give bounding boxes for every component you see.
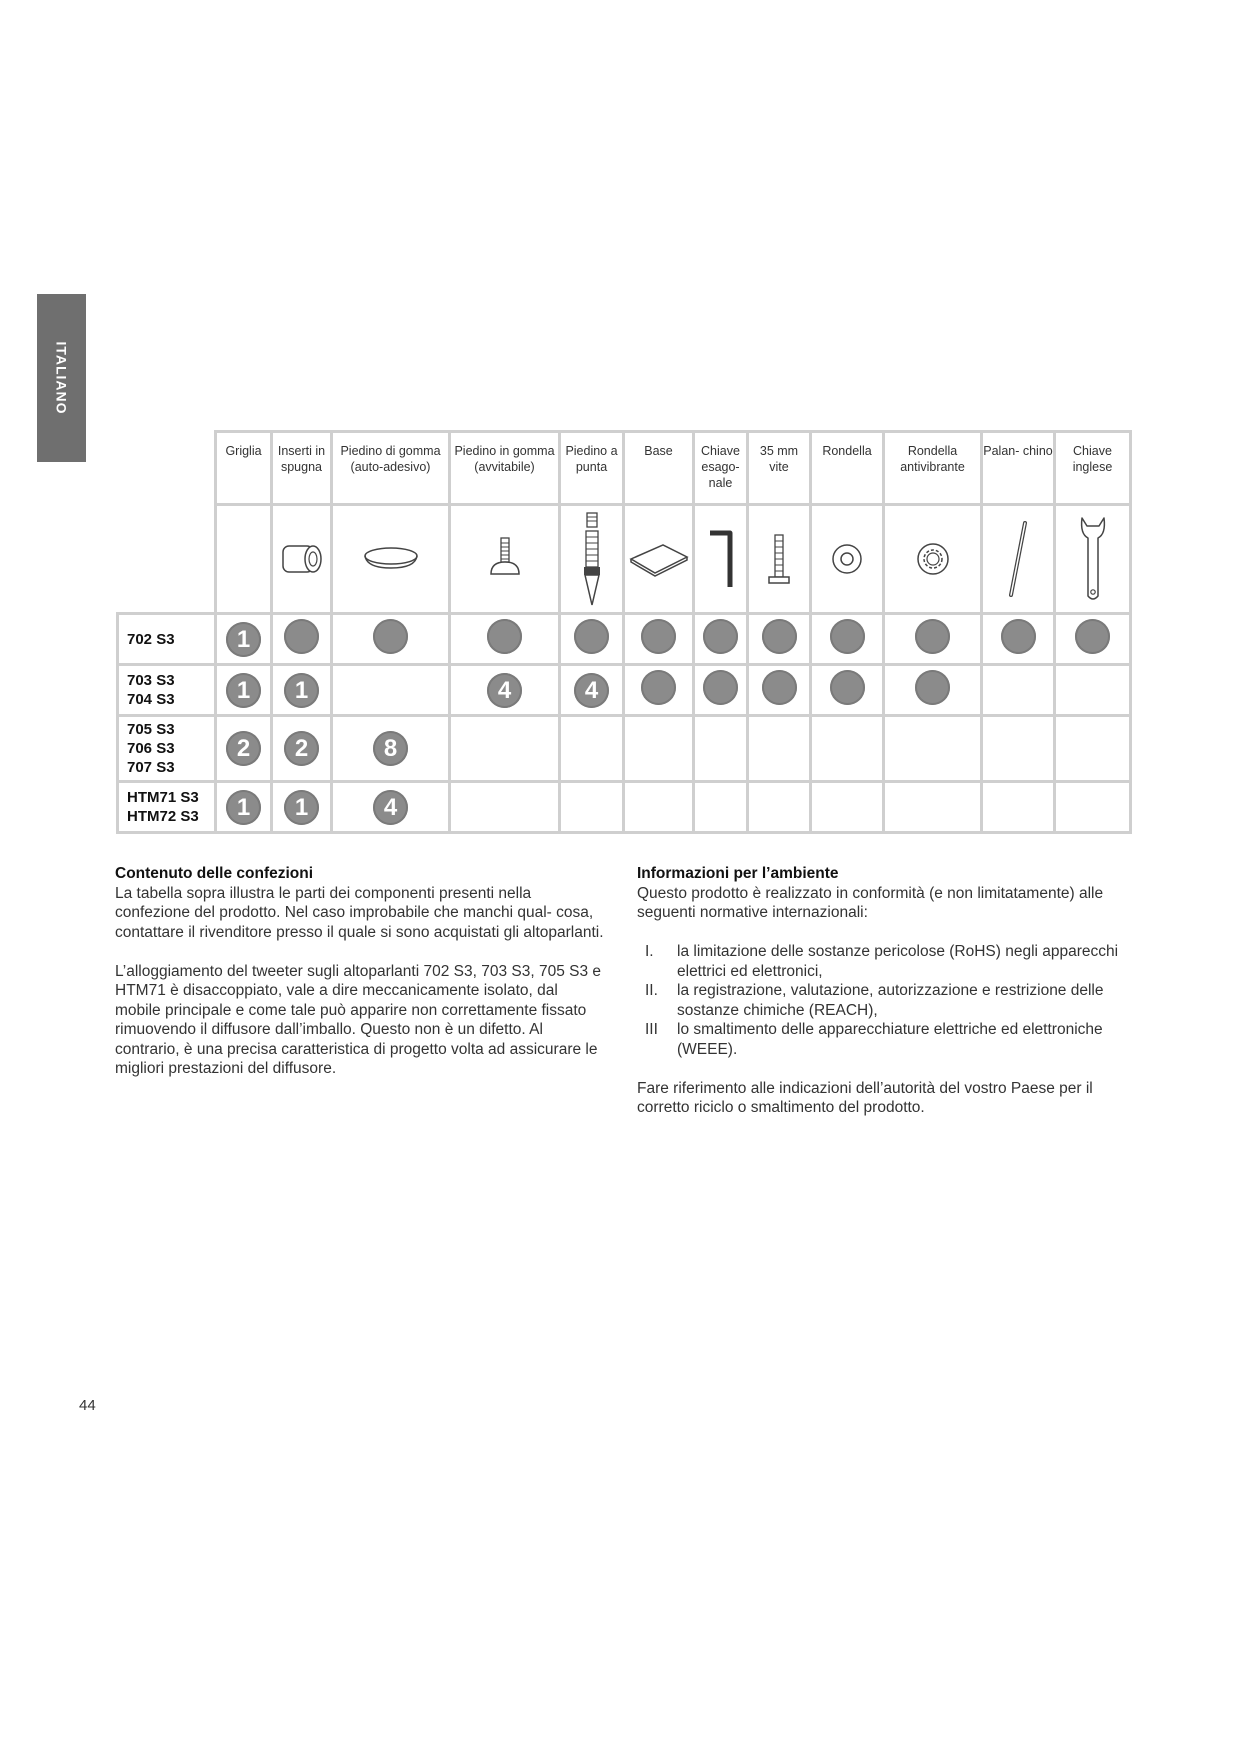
paragraph: La tabella sopra illustra le parti dei componenti presenti nella confezione del prodotto. Nel caso improbabile che manchi qual- cosa, contattare il rivenditore presso il quale si sono acquistati gli altoparlanti.	[115, 884, 604, 941]
quantity-cell	[216, 782, 272, 833]
quantity-cell	[982, 716, 1055, 782]
grille-icon	[216, 505, 272, 614]
quantity-cell	[748, 614, 811, 665]
quantity-badge: 1	[226, 790, 261, 825]
quantity-cell	[1055, 614, 1131, 665]
column-header: Piedino a punta	[560, 432, 624, 505]
quantity-cell	[272, 665, 332, 716]
quantity-cell	[811, 614, 884, 665]
quantity-badge	[915, 619, 950, 654]
tommy-bar-icon	[982, 505, 1055, 614]
quantity-cell	[272, 716, 332, 782]
quantity-cell	[272, 782, 332, 833]
language-tab	[37, 294, 86, 462]
quantity-badge: 2	[226, 731, 261, 766]
quantity-cell	[624, 782, 694, 833]
model-name: 706 S3	[127, 740, 175, 757]
quantity-cell	[332, 782, 450, 833]
quantity-badge	[830, 670, 865, 705]
column-header: Base	[624, 432, 694, 505]
quantity-badge	[284, 619, 319, 654]
column-header: 35 mm vite	[748, 432, 811, 505]
column-header: Griglia	[216, 432, 272, 505]
quantity-cell	[332, 614, 450, 665]
quantity-badge	[830, 619, 865, 654]
model-name: 703 S3	[127, 672, 175, 689]
model-cell	[118, 782, 216, 833]
paragraph: L’alloggiamento del tweeter sugli altoparlanti 702 S3, 703 S3, 705 S3 e HTM71 è disaccoppiato, vale a dire meccanicamente isolato, dal mobile principale e come tale può apparire non correttamente fissato rimuovendo il diffusore dall’imballo. Questo non è un difetto. Al contrario, è una precisa caratteristica di progetto volta ad assicurare le migliori prestazioni del diffusore.	[115, 962, 602, 1077]
model-cell	[118, 614, 216, 665]
quantity-cell	[982, 665, 1055, 716]
rubber-foot-icon	[332, 505, 450, 614]
table-corner	[118, 432, 216, 614]
quantity-badge: 8	[373, 731, 408, 766]
parts-table	[116, 430, 1132, 834]
quantity-cell	[624, 614, 694, 665]
model-name: 707 S3	[127, 759, 175, 776]
model-name: HTM71 S3	[127, 789, 199, 806]
table-row	[118, 665, 1131, 716]
column-header: Inserti in spugna	[272, 432, 332, 505]
quantity-cell	[811, 665, 884, 716]
quantity-cell	[560, 614, 624, 665]
list-number: III	[645, 1021, 658, 1038]
screw-rubber-foot-icon	[450, 505, 560, 614]
quantity-cell	[748, 782, 811, 833]
quantity-cell	[560, 782, 624, 833]
table-row	[118, 716, 1131, 782]
list-number: II.	[645, 982, 658, 999]
quantity-cell	[748, 665, 811, 716]
quantity-badge: 4	[487, 673, 522, 708]
quantity-cell	[560, 716, 624, 782]
hex-key-icon	[694, 505, 748, 614]
list-item	[637, 942, 1127, 981]
foam-bung-icon	[272, 505, 332, 614]
quantity-cell	[811, 716, 884, 782]
quantity-cell	[560, 665, 624, 716]
quantity-cell	[884, 716, 982, 782]
quantity-badge: 1	[284, 673, 319, 708]
quantity-cell	[272, 614, 332, 665]
list-item	[637, 981, 1127, 1020]
bolt-icon	[748, 505, 811, 614]
quantity-cell	[694, 614, 748, 665]
quantity-cell	[694, 716, 748, 782]
column-header: Chiave inglese	[1055, 432, 1131, 505]
model-cell	[118, 665, 216, 716]
paragraph: Questo prodotto è realizzato in conformità (e non limitatamente) alle seguenti normative internazionali:	[637, 884, 1104, 921]
quantity-badge	[641, 670, 676, 705]
quantity-badge	[574, 619, 609, 654]
icon-row	[118, 505, 1131, 614]
quantity-cell	[1055, 716, 1131, 782]
quantity-cell	[694, 665, 748, 716]
quantity-cell	[982, 614, 1055, 665]
header-row	[118, 432, 1131, 505]
column-header: Rondella	[811, 432, 884, 505]
quantity-badge: 2	[284, 731, 319, 766]
quantity-badge: 4	[373, 790, 408, 825]
quantity-cell	[884, 782, 982, 833]
quantity-cell	[748, 716, 811, 782]
quantity-badge	[1001, 619, 1036, 654]
page-number: 44	[79, 1397, 96, 1414]
quantity-cell	[450, 665, 560, 716]
quantity-badge	[1075, 619, 1110, 654]
model-name: 704 S3	[127, 691, 175, 708]
spanner-icon	[1055, 505, 1131, 614]
quantity-badge	[762, 670, 797, 705]
column-header: Palan- chino	[982, 432, 1055, 505]
lock-washer-icon	[884, 505, 982, 614]
quantity-badge	[762, 619, 797, 654]
list-text: la limitazione delle sostanze pericolose (RoHS) negli apparecchi elettrici ed elettronici,	[677, 943, 1119, 980]
quantity-badge: 1	[226, 673, 261, 708]
plinth-icon	[624, 505, 694, 614]
table-row	[118, 782, 1131, 833]
quantity-cell	[1055, 782, 1131, 833]
quantity-cell	[982, 782, 1055, 833]
quantity-badge	[703, 619, 738, 654]
quantity-cell	[450, 782, 560, 833]
quantity-badge: 4	[574, 673, 609, 708]
quantity-badge	[915, 670, 950, 705]
quantity-badge: 1	[284, 790, 319, 825]
model-name: HTM72 S3	[127, 808, 199, 825]
paragraph: Fare riferimento alle indicazioni dell’autorità del vostro Paese per il corretto riciclo o smaltimento del prodotto.	[637, 1079, 1093, 1116]
package-contents-section	[115, 864, 605, 1098]
table-row	[118, 614, 1131, 665]
quantity-cell	[884, 665, 982, 716]
quantity-cell	[216, 614, 272, 665]
quantity-cell	[332, 665, 450, 716]
section-heading: Informazioni per l’ambiente	[637, 865, 839, 882]
spike-icon	[560, 505, 624, 614]
model-name: 705 S3	[127, 721, 175, 738]
quantity-cell	[332, 716, 450, 782]
quantity-cell	[1055, 665, 1131, 716]
model-name: 702 S3	[127, 630, 175, 648]
washer-icon	[811, 505, 884, 614]
column-header: Piedino di gomma (auto-adesivo)	[332, 432, 450, 505]
quantity-cell	[624, 716, 694, 782]
quantity-cell	[216, 665, 272, 716]
quantity-cell	[811, 782, 884, 833]
column-header: Chiave esago- nale	[694, 432, 748, 505]
quantity-badge	[487, 619, 522, 654]
list-text: la registrazione, valutazione, autorizzazione e restrizione delle sostanze chimiche (REACH),	[677, 982, 1104, 1019]
environmental-info-section	[637, 864, 1127, 1137]
quantity-cell	[450, 716, 560, 782]
list-number: I.	[645, 943, 654, 960]
column-header: Piedino in gomma (avvitabile)	[450, 432, 560, 505]
section-heading: Contenuto delle confezioni	[115, 865, 314, 882]
column-header: Rondella antivibrante	[884, 432, 982, 505]
quantity-cell	[216, 716, 272, 782]
quantity-badge: 1	[226, 622, 261, 657]
quantity-badge	[641, 619, 676, 654]
list-item	[637, 1020, 1127, 1059]
language-tab-label: ITALIANO	[53, 341, 70, 415]
regulation-list	[637, 942, 1127, 1059]
quantity-cell	[450, 614, 560, 665]
list-text: lo smaltimento delle apparecchiature elettriche ed elettroniche (WEEE).	[677, 1021, 1103, 1058]
quantity-badge	[703, 670, 738, 705]
quantity-badge	[373, 619, 408, 654]
quantity-cell	[624, 665, 694, 716]
quantity-cell	[694, 782, 748, 833]
model-cell	[118, 716, 216, 782]
quantity-cell	[884, 614, 982, 665]
